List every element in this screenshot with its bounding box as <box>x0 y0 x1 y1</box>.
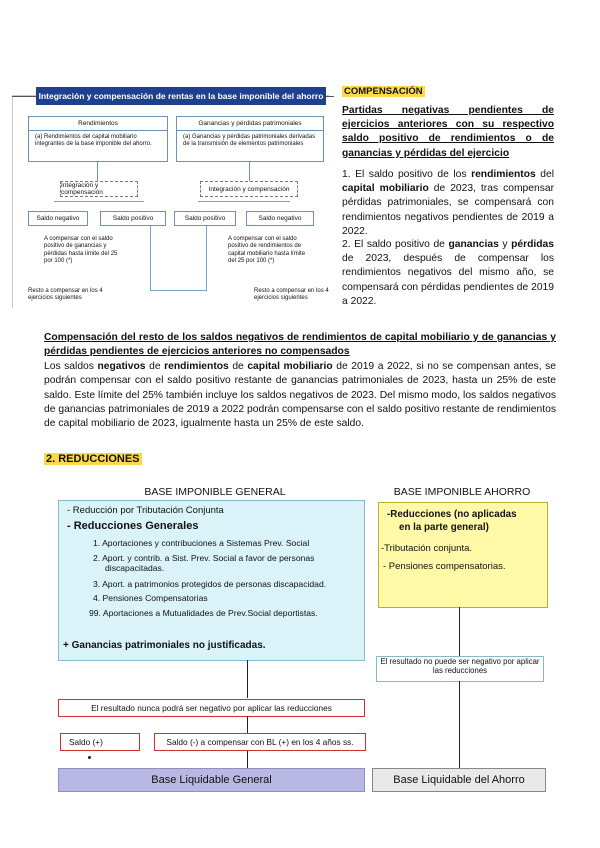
general-item-4b: discapacitadas. <box>105 563 165 573</box>
p2-bold: ganancias <box>448 239 499 250</box>
general-arrow <box>247 660 248 698</box>
rendimientos-text: (a) Rendimientos del capital mobiliario integrantes de la base imponible del ahorro. <box>35 134 152 148</box>
base-liquidable-ahorro: Base Liquidable del Ahorro <box>372 768 546 792</box>
integracion-right: Integración y compensación <box>200 181 298 197</box>
connector <box>198 201 290 202</box>
base-general-box <box>58 500 365 661</box>
p2-text: y <box>498 239 512 250</box>
resto-heading <box>44 331 556 360</box>
compensacion-point-1 <box>342 168 554 239</box>
p1-bold: rendimientos <box>471 169 536 180</box>
ahorro-item-2: en la parte general) <box>399 522 489 533</box>
base-ahorro-box <box>378 502 548 608</box>
subheading-text: Partidas negativas pendientes de ejercicios anteriores con su respectivo saldo positivo de rendimientos o de ganancias y pérdidas del ejercicio <box>342 105 554 159</box>
saldo-negativo: Saldo (-) a compensar con BL (+) en los 4 años ss. <box>154 733 366 751</box>
rendimientos-box <box>28 116 168 162</box>
ahorro-note: El resultado no puede ser negativo por aplicar las reducciones <box>376 656 544 682</box>
connector <box>249 161 250 181</box>
ahorro-item-3: -Tributación conjunta. <box>381 543 473 554</box>
compensacion-point-2 <box>342 238 554 309</box>
resto-bold: rendimientos <box>164 361 229 372</box>
resto-text: de <box>145 361 165 372</box>
p1-text: 1. El saldo positivo de los <box>342 169 472 180</box>
saldo-negativo-right: Saldo negativo <box>246 211 314 226</box>
note-left: A compensar con el saldo positivo de ganancias y pérdidas hasta límite del 25 por 100 (*) <box>44 236 118 264</box>
resto-text: de 2019 a 2022, si no se compensan antes, se podrán compensar con el saldo positivo restante de ganancias patrimoniales de 2023, hasta un 25% de este saldo. Este límite del 25% también incluye los saldos negativos de 2023. Del mismo modo, los saldos negativos de ganancias patrimoniales de 2019 a 2022 podrán compensarse con el saldo positivo restante de rendimientos de capital mobiliario de 2023, igualmente hasta un 25% de este saldo. <box>44 361 556 430</box>
resto-left: Resto a compensar en los 4 ejercicios siguientes <box>28 288 103 302</box>
rendimientos-head: Rendimientos <box>29 117 167 131</box>
integracion-left: Integración y compensación <box>60 181 138 197</box>
p2-bold: pérdidas <box>511 239 555 250</box>
connector <box>97 161 98 181</box>
compensacion-subheading <box>342 104 554 161</box>
saldo-positivo-left: Saldo positivo <box>100 211 166 226</box>
general-item-6: 4. Pensiones Compensatorias <box>93 593 208 603</box>
general-item-3: 1. Aportaciones y contribuciones a Sistemas Prev. Social <box>93 538 310 548</box>
general-item-8: + Ganancias patrimoniales no justificadas. <box>63 640 266 651</box>
ganancias-box <box>176 116 324 162</box>
p1-text: de 2023, tras compensar pérdidas patrimoniales, se compensará con rendimientos negativos pendientes de 2019 a 2022. <box>342 183 554 237</box>
p2-text: de 2023, después de compensar los rendimientos negativos del mismo año, se compensará con pérdidas pendientes de 2019 a 2022. <box>342 253 554 307</box>
cross-arrow <box>150 290 207 291</box>
resto-bold: capital mobiliario <box>247 361 333 372</box>
title-base-ahorro: BASE IMPONIBLE AHORRO <box>393 486 531 498</box>
ahorro-arrow <box>459 607 460 657</box>
general-item-1: - Reducción por Tributación Conjunta <box>67 505 224 516</box>
diagram-top-line-left <box>12 96 36 97</box>
resto-text: Los saldos <box>44 361 98 372</box>
general-item-7: 99. Aportaciones a Mutualidades de Prev.Social deportistas. <box>89 608 318 618</box>
note-right: A compensar con el saldo positivo de rendimientos de capital mobiliario hasta límite del 25 por 100 (*) <box>228 236 306 264</box>
general-item-5: 3. Aport. a patrimonios protegidos de personas discapacidad. <box>93 579 327 589</box>
saldo-positivo: Saldo (+) <box>60 733 140 751</box>
resto-heading-text: Compensación del resto de los saldos negativos de rendimientos de capital mobiliario y de ganancias y pérdidas pendientes de ejercicios anteriores no compensados <box>44 332 556 358</box>
bullet-marker <box>88 756 91 759</box>
connector <box>54 201 144 202</box>
saldo-positivo-right: Saldo positivo <box>174 211 236 226</box>
diagram-top-line-right <box>326 96 334 97</box>
p1-bold: capital mobiliario <box>342 183 429 195</box>
ahorro-arrow <box>459 681 460 768</box>
ganancias-text: (a) Ganancias y pérdidas patrimoniales derivadas de la transmisión de elementos patrimoniales <box>183 134 316 148</box>
title-base-general: BASE IMPONIBLE GENERAL <box>144 486 286 498</box>
saldo-negativo-left: Saldo negativo <box>28 211 88 226</box>
diagram-title: Integración y compensación de rentas en la base imponible del ahorro <box>36 87 326 105</box>
p1-text: del <box>535 169 554 180</box>
ganancias-head: Ganancias y pérdidas patrimoniales <box>177 117 323 131</box>
resto-paragraph <box>44 360 556 431</box>
general-item-4: 2. Aport. y contrib. a Sist. Prev. Social a favor de personas <box>93 553 315 563</box>
general-item-2: - Reducciones Generales <box>67 520 199 532</box>
p2-text: 2. El saldo positivo de <box>342 239 449 250</box>
cross-arrow <box>206 226 207 290</box>
resto-text: de <box>228 361 248 372</box>
reducciones-heading: 2. REDUCCIONES <box>46 453 140 465</box>
ahorro-item-4: - Pensiones compensatorias. <box>383 561 506 572</box>
base-liquidable-general: Base Liquidable General <box>58 768 365 792</box>
cross-arrow <box>150 226 151 290</box>
general-note: El resultado nunca podrá ser negativo por aplicar las reducciones <box>58 699 365 717</box>
resto-bold: negativos <box>97 361 146 372</box>
ahorro-item-1: -Reducciones (no aplicadas <box>387 509 517 520</box>
compensacion-heading: COMPENSACIÓN <box>344 86 423 97</box>
resto-right: Resto a compensar en los 4 ejercicios siguientes <box>254 288 329 302</box>
